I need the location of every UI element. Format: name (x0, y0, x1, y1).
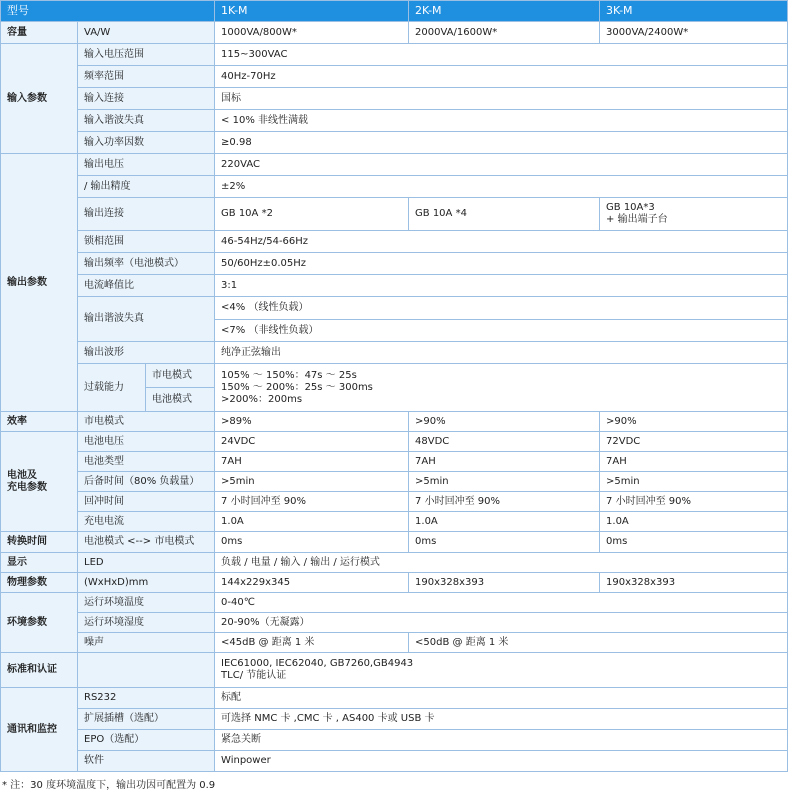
cell-value: 20-90%（无凝露） (215, 613, 788, 633)
input-row (1, 132, 788, 154)
output-row (1, 231, 788, 253)
input-row (1, 44, 788, 66)
cell-value: < 10% 非线性满载 (215, 110, 788, 132)
cell-value: 标配 (215, 688, 788, 709)
environment-row (1, 593, 788, 613)
cell-value: 纯净正弦输出 (215, 342, 788, 364)
output-row (1, 297, 788, 320)
row-label: 输出连接 (78, 198, 215, 231)
category-transfer: 转换时间 (1, 532, 78, 553)
row-label: 过载能力 (78, 364, 146, 412)
cell-value: 0ms (600, 532, 788, 553)
row-label: 运行环境湿度 (78, 613, 215, 633)
category-physical: 物理参数 (1, 573, 78, 593)
header-row (1, 1, 788, 22)
category-battery (1, 432, 78, 532)
row-label: 输入连接 (78, 88, 215, 110)
row-label: 后备时间（80% 负载量） (78, 472, 215, 492)
cell-value: >90% (409, 412, 600, 432)
comm-row (1, 688, 788, 709)
row-label: 输入功率因数 (78, 132, 215, 154)
category-efficiency: 效率 (1, 412, 78, 432)
cell-line: TLC/ 节能认证 (221, 670, 287, 681)
output-row (1, 275, 788, 297)
cell-value: 7 小时回冲至 90% (600, 492, 788, 512)
cell-value: 0-40℃ (215, 593, 788, 613)
comm-row (1, 751, 788, 772)
row-label: 输出频率（电池模式） (78, 253, 215, 275)
footnote: * 注：30 度环境温度下，输出功因可配置为 0.9 (2, 780, 216, 791)
row-label: 输出电压 (78, 154, 215, 176)
cell-value: >5min (600, 472, 788, 492)
cell-value: 50/60Hz±0.05Hz (215, 253, 788, 275)
category-environment: 环境参数 (1, 593, 78, 653)
row-label: 电池电压 (78, 432, 215, 452)
cell-line: + 输出端子台 (606, 214, 668, 225)
cell-value: 3:1 (215, 275, 788, 297)
row-label: 回冲时间 (78, 492, 215, 512)
cell-value: 40Hz-70Hz (215, 66, 788, 88)
row-label: 锁相范围 (78, 231, 215, 253)
cell-line: >200%：200ms (221, 393, 303, 405)
cell-value: 国标 (215, 88, 788, 110)
cell-value: 负载 / 电量 / 输入 / 输出 / 运行模式 (215, 553, 788, 573)
cell-value: Winpower (215, 751, 788, 772)
output-row (1, 342, 788, 364)
environment-row (1, 633, 788, 653)
row-label: / 输出精度 (78, 176, 215, 198)
output-row (1, 253, 788, 275)
cell-value: 46-54Hz/54-66Hz (215, 231, 788, 253)
row-label: 运行环境温度 (78, 593, 215, 613)
row-label: 输入谐波失真 (78, 110, 215, 132)
row-label: LED (78, 553, 215, 573)
input-row (1, 88, 788, 110)
cell-value: 3000VA/2400W* (600, 22, 788, 44)
row-label: 电流峰值比 (78, 275, 215, 297)
cell-value: <50dB @ 距离 1 米 (409, 633, 788, 653)
category-standards: 标准和认证 (1, 653, 78, 688)
row-label: 噪声 (78, 633, 215, 653)
category-output: 输出参数 (1, 154, 78, 412)
cell-value: 72VDC (600, 432, 788, 452)
header-1k: 1K-M (215, 1, 409, 22)
row-label: (WxHxD)mm (78, 573, 215, 593)
row-label: 输出谐波失真 (78, 297, 215, 342)
cell-value (600, 198, 788, 231)
cell-value: <45dB @ 距离 1 米 (215, 633, 409, 653)
output-row (1, 176, 788, 198)
comm-row (1, 709, 788, 730)
cell-value: <4% （线性负载） (215, 297, 788, 320)
battery-row (1, 432, 788, 452)
cell-value: >89% (215, 412, 409, 432)
cell-value: 7AH (600, 452, 788, 472)
row-label: VA/W (78, 22, 215, 44)
cell-value (215, 364, 788, 412)
cell-value: 7AH (215, 452, 409, 472)
cell-value: GB 10A *4 (409, 198, 600, 231)
cell-line: 105% ～ 150%：47s ～ 25s (221, 369, 357, 381)
row-label: EPO（选配） (78, 730, 215, 751)
output-row (1, 364, 788, 388)
input-row (1, 66, 788, 88)
cell-value: 0ms (215, 532, 409, 553)
cell-value: 1.0A (409, 512, 600, 532)
cell-value: 115~300VAC (215, 44, 788, 66)
transfer-row (1, 532, 788, 553)
row-label: 输入电压范围 (78, 44, 215, 66)
cell-value: 144x229x345 (215, 573, 409, 593)
input-row (1, 110, 788, 132)
category-input: 输入参数 (1, 44, 78, 154)
category-comm: 通讯和监控 (1, 688, 78, 772)
cell-line: GB 10A*3 (606, 202, 655, 213)
cell-value: 190x328x393 (600, 573, 788, 593)
row-label: 软件 (78, 751, 215, 772)
row-sublabel: 市电模式 (146, 364, 215, 388)
cell-value: GB 10A *2 (215, 198, 409, 231)
cell-value: 0ms (409, 532, 600, 553)
cell-value: 1.0A (215, 512, 409, 532)
comm-row (1, 730, 788, 751)
cell-value: >5min (215, 472, 409, 492)
cell-value: 1000VA/800W* (215, 22, 409, 44)
row-label: 电池类型 (78, 452, 215, 472)
cell-line: 充电参数 (7, 481, 47, 493)
row-label (78, 653, 215, 688)
battery-row (1, 472, 788, 492)
cell-value: 2000VA/1600W* (409, 22, 600, 44)
cell-line: 电池及 (7, 469, 37, 481)
efficiency-row (1, 412, 788, 432)
cell-value: ±2% (215, 176, 788, 198)
header-model: 型号 (1, 1, 215, 22)
cell-value: >5min (409, 472, 600, 492)
cell-value: 7 小时回冲至 90% (409, 492, 600, 512)
cell-value: 48VDC (409, 432, 600, 452)
cell-value: <7% （非线性负载） (215, 320, 788, 342)
cell-value: 220VAC (215, 154, 788, 176)
environment-row (1, 613, 788, 633)
cell-value: 190x328x393 (409, 573, 600, 593)
cell-line: IEC61000, IEC62040, GB7260,GB4943 (221, 658, 414, 669)
cell-value: 24VDC (215, 432, 409, 452)
output-row (1, 198, 788, 231)
capacity-row (1, 22, 788, 44)
cell-value: 紧急关断 (215, 730, 788, 751)
standards-row (1, 653, 788, 688)
row-label: RS232 (78, 688, 215, 709)
header-2k: 2K-M (409, 1, 600, 22)
row-label: 市电模式 (78, 412, 215, 432)
physical-row (1, 573, 788, 593)
cell-value: >90% (600, 412, 788, 432)
category-capacity: 容量 (1, 22, 78, 44)
header-3k: 3K-M (600, 1, 788, 22)
battery-row (1, 452, 788, 472)
row-sublabel: 电池模式 (146, 388, 215, 412)
battery-row (1, 492, 788, 512)
row-label: 充电电流 (78, 512, 215, 532)
cell-value (215, 653, 788, 688)
cell-value: 可选择 NMC 卡 ,CMC 卡 , AS400 卡或 USB 卡 (215, 709, 788, 730)
cell-value: 1.0A (600, 512, 788, 532)
cell-value: 7AH (409, 452, 600, 472)
display-row (1, 553, 788, 573)
battery-row (1, 512, 788, 532)
row-label: 电池模式 <--> 市电模式 (78, 532, 215, 553)
cell-line: 150% ～ 200%：25s ～ 300ms (221, 381, 373, 393)
row-label: 扩展插槽（选配） (78, 709, 215, 730)
row-label: 输出波形 (78, 342, 215, 364)
cell-value: ≥0.98 (215, 132, 788, 154)
row-label: 频率范围 (78, 66, 215, 88)
output-row (1, 154, 788, 176)
cell-value: 7 小时回冲至 90% (215, 492, 409, 512)
category-display: 显示 (1, 553, 78, 573)
